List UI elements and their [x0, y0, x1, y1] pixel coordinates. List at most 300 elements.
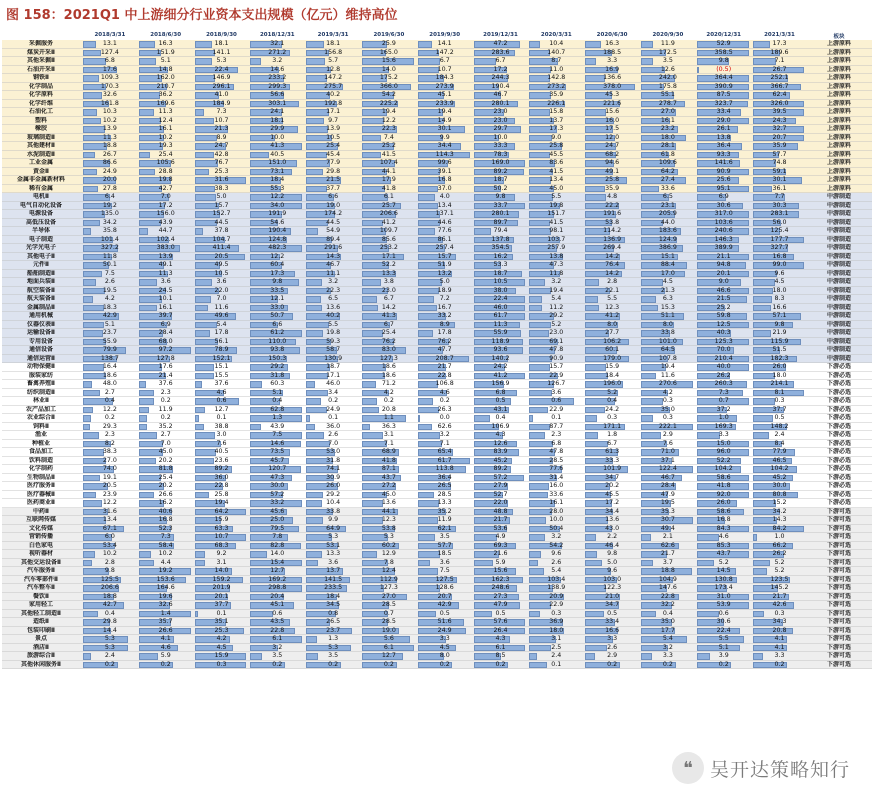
value-cell: [305, 440, 361, 449]
value-text: 358.5: [714, 48, 733, 56]
value-text: 112.9: [379, 575, 398, 583]
value-text: 77.6: [437, 227, 452, 234]
value-text: 175.2: [379, 74, 398, 81]
value-cell: [696, 525, 752, 534]
value-cell: [752, 380, 808, 389]
value-cell: [584, 440, 640, 449]
value-text: 242.0: [658, 74, 677, 81]
value-text: 21.7: [660, 550, 675, 557]
value-cell: [473, 261, 529, 270]
value-text: 0.7: [718, 397, 729, 404]
value-cell: [752, 202, 808, 211]
value-text: 53.6: [493, 524, 508, 532]
value-cell: [528, 142, 584, 151]
value-text: 36.4: [716, 142, 731, 149]
value-text: 122.3: [603, 584, 622, 591]
value-cell: [249, 406, 305, 415]
value-text: 104.9: [658, 575, 677, 583]
value-cell: [361, 287, 417, 296]
value-text: 6.1: [272, 635, 283, 642]
value-cell: [82, 295, 138, 304]
value-text: 17.3: [549, 125, 564, 132]
table-row: [2, 134, 872, 143]
value-cell: [473, 363, 529, 372]
value-cell: [417, 618, 473, 627]
value-cell: [752, 295, 808, 304]
value-text: 32.7: [772, 125, 787, 132]
value-text: 86.1: [437, 235, 452, 243]
value-text: 24.3: [772, 116, 787, 124]
value-cell: [528, 185, 584, 194]
value-text: 0.3: [774, 397, 785, 404]
value-cell: [640, 661, 696, 670]
value-cell: [138, 448, 194, 457]
value-text: 79.5: [270, 524, 285, 532]
value-text: 169.2: [268, 575, 287, 583]
value-text: 147.2: [435, 48, 454, 56]
value-text: 14.0: [214, 567, 229, 574]
value-text: 6.8: [551, 439, 562, 447]
value-cell: [528, 66, 584, 75]
industry-name: 医药商业Ⅱ: [27, 499, 55, 506]
value-cell: [696, 414, 752, 423]
value-cell: [305, 210, 361, 219]
value-cell: [417, 661, 473, 670]
value-text: 303.1: [268, 99, 287, 107]
value-text: 29.0: [716, 116, 731, 124]
value-text: 0.5: [495, 397, 506, 404]
value-text: 25.3: [214, 626, 229, 634]
value-text: 7.8: [272, 533, 283, 540]
value-text: 24.9: [102, 167, 117, 175]
value-text: 12.6: [493, 439, 508, 447]
value-cell: [696, 542, 752, 551]
value-cell: [194, 108, 250, 117]
value-cell: [696, 448, 752, 457]
industry-name: 地面兵装Ⅱ: [27, 278, 55, 285]
value-text: 17.5: [605, 125, 620, 132]
value-cell: [584, 448, 640, 457]
value-text: 299.3: [268, 82, 287, 90]
value-cell: [417, 372, 473, 381]
value-cell: [696, 159, 752, 168]
value-text: 2.6: [328, 431, 339, 438]
sector-label: 上游原料: [826, 74, 851, 81]
value-cell: [417, 40, 473, 49]
value-text: 39.7: [158, 312, 173, 319]
value-cell: [249, 74, 305, 83]
value-cell: [194, 525, 250, 534]
value-text: 54.9: [326, 227, 341, 234]
value-text: 127.4: [100, 48, 119, 56]
value-cell: [138, 525, 194, 534]
value-cell: [473, 83, 529, 92]
value-cell: [640, 593, 696, 602]
value-text: 12.2: [270, 193, 285, 200]
industry-name: 汽车零部件Ⅱ: [24, 575, 58, 583]
value-text: 137.1: [435, 210, 454, 217]
value-cell: [194, 508, 250, 517]
value-text: 22.1: [605, 286, 620, 294]
value-text: 12.2: [270, 252, 285, 260]
value-cell: [473, 151, 529, 160]
sector-label: 中游制造: [826, 193, 851, 200]
value-cell: [417, 329, 473, 338]
value-text: 156.0: [156, 210, 175, 217]
value-cell: [305, 312, 361, 321]
value-text: 87.1: [381, 465, 396, 472]
value-text: 34.4: [437, 142, 452, 149]
value-cell: [584, 193, 640, 202]
value-text: 141.6: [714, 159, 733, 166]
value-cell: [138, 49, 194, 58]
value-cell: [305, 125, 361, 134]
value-text: 57.6: [493, 618, 508, 625]
value-text: 54.6: [270, 218, 285, 226]
value-cell: [417, 346, 473, 355]
value-cell: [138, 533, 194, 542]
value-cell: [528, 346, 584, 355]
industry-name: 旅游综合Ⅱ: [27, 652, 55, 659]
value-text: 291.6: [324, 244, 343, 251]
value-text: 77.9: [326, 159, 341, 166]
value-text: 28.4: [660, 482, 675, 489]
value-cell: [138, 516, 194, 525]
value-text: 57.7: [437, 541, 452, 549]
value-text: 68.9: [381, 448, 396, 455]
value-text: 253.2: [379, 244, 398, 251]
value-text: 8.3: [774, 295, 785, 302]
industry-name: 食品加工: [28, 448, 53, 455]
value-cell: [584, 295, 640, 304]
value-text: 22.9: [549, 601, 564, 608]
value-cell: [752, 491, 808, 500]
value-cell: [696, 236, 752, 245]
value-cell: [752, 618, 808, 627]
value-text: 34.5: [326, 601, 341, 608]
value-text: 7.0: [216, 295, 227, 302]
value-cell: [249, 448, 305, 457]
value-text: 4.5: [774, 278, 785, 285]
value-text: 20.5: [214, 252, 229, 260]
value-cell: [752, 312, 808, 321]
table-row: [2, 465, 872, 474]
value-text: 15.9: [214, 652, 229, 659]
value-text: 12.9: [381, 550, 396, 557]
value-text: 71.0: [660, 448, 675, 455]
value-cell: [752, 176, 808, 185]
value-cell: [82, 380, 138, 389]
value-text: 26.2: [772, 550, 787, 557]
value-text: 364.4: [714, 74, 733, 81]
value-text: 43.7: [381, 473, 396, 481]
value-text: 64.2: [214, 507, 229, 515]
value-cell: [528, 236, 584, 245]
value-text: 8.0: [662, 320, 673, 328]
industry-name: 石油开采Ⅱ: [27, 65, 55, 73]
value-text: 107.8: [658, 354, 677, 362]
value-text: 0.6: [216, 397, 227, 404]
value-cell: [82, 627, 138, 636]
value-cell: [528, 100, 584, 109]
value-text: 191.9: [268, 210, 287, 217]
value-text: 122.4: [658, 465, 677, 472]
value-cell: [528, 567, 584, 576]
value-text: 104.7: [212, 235, 231, 243]
value-cell: [640, 83, 696, 92]
value-cell: [473, 618, 529, 627]
value-cell: [473, 57, 529, 66]
value-text: 47.8: [549, 448, 564, 455]
value-text: 317.0: [714, 210, 733, 217]
value-text: 16.1: [660, 116, 675, 124]
value-cell: [417, 576, 473, 585]
value-cell: [305, 176, 361, 185]
value-cell: [249, 125, 305, 134]
sector-label: 下游可选: [826, 626, 851, 634]
value-cell: [361, 499, 417, 508]
value-text: 7.5: [439, 567, 450, 574]
value-text: 152.1: [212, 354, 231, 362]
value-cell: [305, 635, 361, 644]
value-text: 11.3: [102, 133, 117, 141]
value-text: 114.3: [435, 150, 454, 158]
value-text: 16.3: [158, 40, 173, 47]
value-cell: [305, 542, 361, 551]
value-cell: [584, 219, 640, 228]
value-text: 4.2: [104, 295, 115, 302]
industry-name: 金属非金属新材料: [16, 176, 65, 183]
value-cell: [417, 440, 473, 449]
table-row: [2, 440, 872, 449]
value-text: 8.4: [774, 439, 785, 447]
value-cell: [361, 363, 417, 372]
value-text: 33.8: [660, 329, 675, 336]
value-text: 58.6: [716, 507, 731, 515]
column-header: 2020/6/30: [596, 32, 628, 38]
value-text: 28.5: [381, 601, 396, 608]
value-text: 14.9: [437, 116, 452, 124]
value-text: 19.2: [102, 201, 117, 209]
value-text: 14.1: [437, 40, 452, 47]
value-text: 7.3: [160, 533, 171, 540]
sector-label: 上游原料: [826, 65, 851, 73]
value-text: 5.5: [551, 193, 562, 200]
value-cell: [473, 406, 529, 415]
value-cell: [361, 644, 417, 653]
value-text: 145.2: [770, 584, 789, 591]
value-cell: [138, 159, 194, 168]
column-header: 2018/12/31: [259, 32, 295, 38]
value-cell: [752, 40, 808, 49]
value-text: 33.6: [549, 490, 564, 498]
value-text: 8.9: [439, 320, 450, 328]
value-cell: [305, 295, 361, 304]
value-cell: [305, 559, 361, 568]
value-text: 127.3: [379, 354, 398, 362]
value-cell: [696, 253, 752, 262]
table-row: [2, 236, 872, 245]
value-cell: [528, 159, 584, 168]
value-text: 5.4: [551, 295, 562, 302]
value-text: 16.8: [437, 176, 452, 183]
value-text: 482.3: [268, 244, 287, 251]
value-text: 43.1: [493, 405, 508, 413]
value-text: 62.4: [772, 91, 787, 98]
value-text: 49.5: [214, 261, 229, 268]
value-text: 13.3: [437, 499, 452, 506]
value-cell: [361, 635, 417, 644]
sector-label: 中游制造: [826, 269, 851, 277]
value-cell: [417, 219, 473, 228]
value-text: 19.6: [158, 592, 173, 600]
value-cell: [82, 40, 138, 49]
value-cell: [696, 550, 752, 559]
value-text: 141.1: [212, 48, 231, 56]
value-cell: [640, 406, 696, 415]
value-text: 26.7: [772, 65, 787, 73]
value-text: 35.3: [660, 507, 675, 515]
value-cell: [473, 491, 529, 500]
value-text: 13.6: [381, 499, 396, 506]
value-cell: [752, 576, 808, 585]
value-text: 15.1: [214, 363, 229, 370]
value-text: 61.3: [605, 448, 620, 455]
value-cell: [249, 355, 305, 364]
value-text: 47.8: [549, 346, 564, 353]
industry-name: 通用机械: [28, 312, 53, 319]
value-text: 150.3: [268, 354, 287, 362]
value-cell: [473, 431, 529, 440]
value-cell: [584, 559, 640, 568]
value-text: 52.2: [381, 261, 396, 268]
industry-name: 医疗服务Ⅱ: [27, 482, 55, 489]
value-cell: [82, 168, 138, 177]
value-text: 3.0: [216, 431, 227, 438]
value-cell: [249, 83, 305, 92]
value-cell: [584, 465, 640, 474]
value-text: 5.1: [272, 388, 283, 396]
value-cell: [528, 312, 584, 321]
value-cell: [473, 516, 529, 525]
value-text: 47.2: [493, 40, 508, 47]
value-cell: [138, 168, 194, 177]
value-text: 79.9: [102, 346, 117, 353]
value-text: 49.1: [158, 261, 173, 268]
sector-label: 下游可选: [826, 643, 851, 651]
value-text: 12.4: [158, 116, 173, 124]
value-text: 17.9: [381, 176, 396, 183]
value-text: 11.6: [214, 303, 229, 311]
value-text: 26.6: [158, 626, 173, 634]
value-text: 20.1: [716, 269, 731, 277]
sector-label: 下游可选: [826, 575, 851, 583]
value-text: 89.2: [214, 465, 229, 472]
value-text: 107.4: [379, 159, 398, 166]
value-text: 33.3: [605, 456, 620, 464]
value-cell: [417, 627, 473, 636]
value-cell: [82, 49, 138, 58]
value-cell: [752, 227, 808, 236]
value-text: 32.6: [102, 91, 117, 98]
value-cell: [640, 253, 696, 262]
value-cell: [249, 389, 305, 398]
value-text: 59.3: [326, 337, 341, 345]
value-text: 22.4: [214, 65, 229, 73]
value-cell: [417, 210, 473, 219]
value-text: 283.1: [770, 210, 789, 217]
value-text: 252.1: [770, 74, 789, 81]
value-text: 6.8: [495, 388, 506, 396]
value-text: 20.5: [102, 482, 117, 489]
value-cell: [82, 550, 138, 559]
value-cell: [194, 346, 250, 355]
value-cell: [249, 499, 305, 508]
value-cell: [473, 66, 529, 75]
value-text: 46.6: [716, 286, 731, 294]
value-cell: [473, 108, 529, 117]
value-cell: [584, 329, 640, 338]
value-text: 19.4: [549, 286, 564, 294]
value-cell: [305, 168, 361, 177]
value-cell: [249, 253, 305, 262]
value-cell: [752, 244, 808, 253]
table-row: [2, 355, 872, 364]
industry-name: 汽车整车Ⅱ: [27, 584, 55, 591]
value-cell: [249, 474, 305, 483]
value-text: 221.6: [603, 99, 622, 107]
value-cell: [305, 270, 361, 279]
value-text: 5.3: [383, 533, 394, 540]
value-cell: [528, 210, 584, 219]
industry-name: 塑料: [34, 116, 47, 124]
value-cell: [361, 278, 417, 287]
value-text: 9.2: [216, 550, 227, 557]
value-text: 95.1: [716, 184, 731, 192]
value-cell: [640, 100, 696, 109]
industry-name: 电机Ⅱ: [33, 193, 49, 200]
value-cell: [82, 491, 138, 500]
table-row: [2, 74, 872, 83]
value-text: 42.7: [158, 184, 173, 192]
value-text: 94.8: [716, 261, 731, 268]
value-text: 55.3: [270, 184, 285, 192]
value-cell: [473, 457, 529, 466]
industry-name: 其他建材Ⅱ: [27, 142, 55, 149]
value-cell: [249, 559, 305, 568]
value-text: 22.3: [326, 286, 341, 294]
value-cell: [752, 91, 808, 100]
value-cell: [584, 389, 640, 398]
value-cell: [696, 372, 752, 381]
value-text: 60.3: [270, 380, 285, 387]
value-cell: [194, 635, 250, 644]
value-cell: [640, 295, 696, 304]
value-cell: [305, 516, 361, 525]
value-cell: [305, 389, 361, 398]
value-text: 35.0: [660, 405, 675, 413]
value-cell: [305, 91, 361, 100]
value-cell: [584, 287, 640, 296]
value-cell: [138, 465, 194, 474]
value-text: 24.9: [437, 626, 452, 634]
value-text: 6.8: [104, 57, 115, 64]
industry-name: 视听器材: [28, 550, 53, 557]
value-cell: [528, 414, 584, 423]
value-text: 2.8: [607, 278, 618, 285]
value-text: 40.5: [214, 448, 229, 455]
value-cell: [584, 270, 640, 279]
